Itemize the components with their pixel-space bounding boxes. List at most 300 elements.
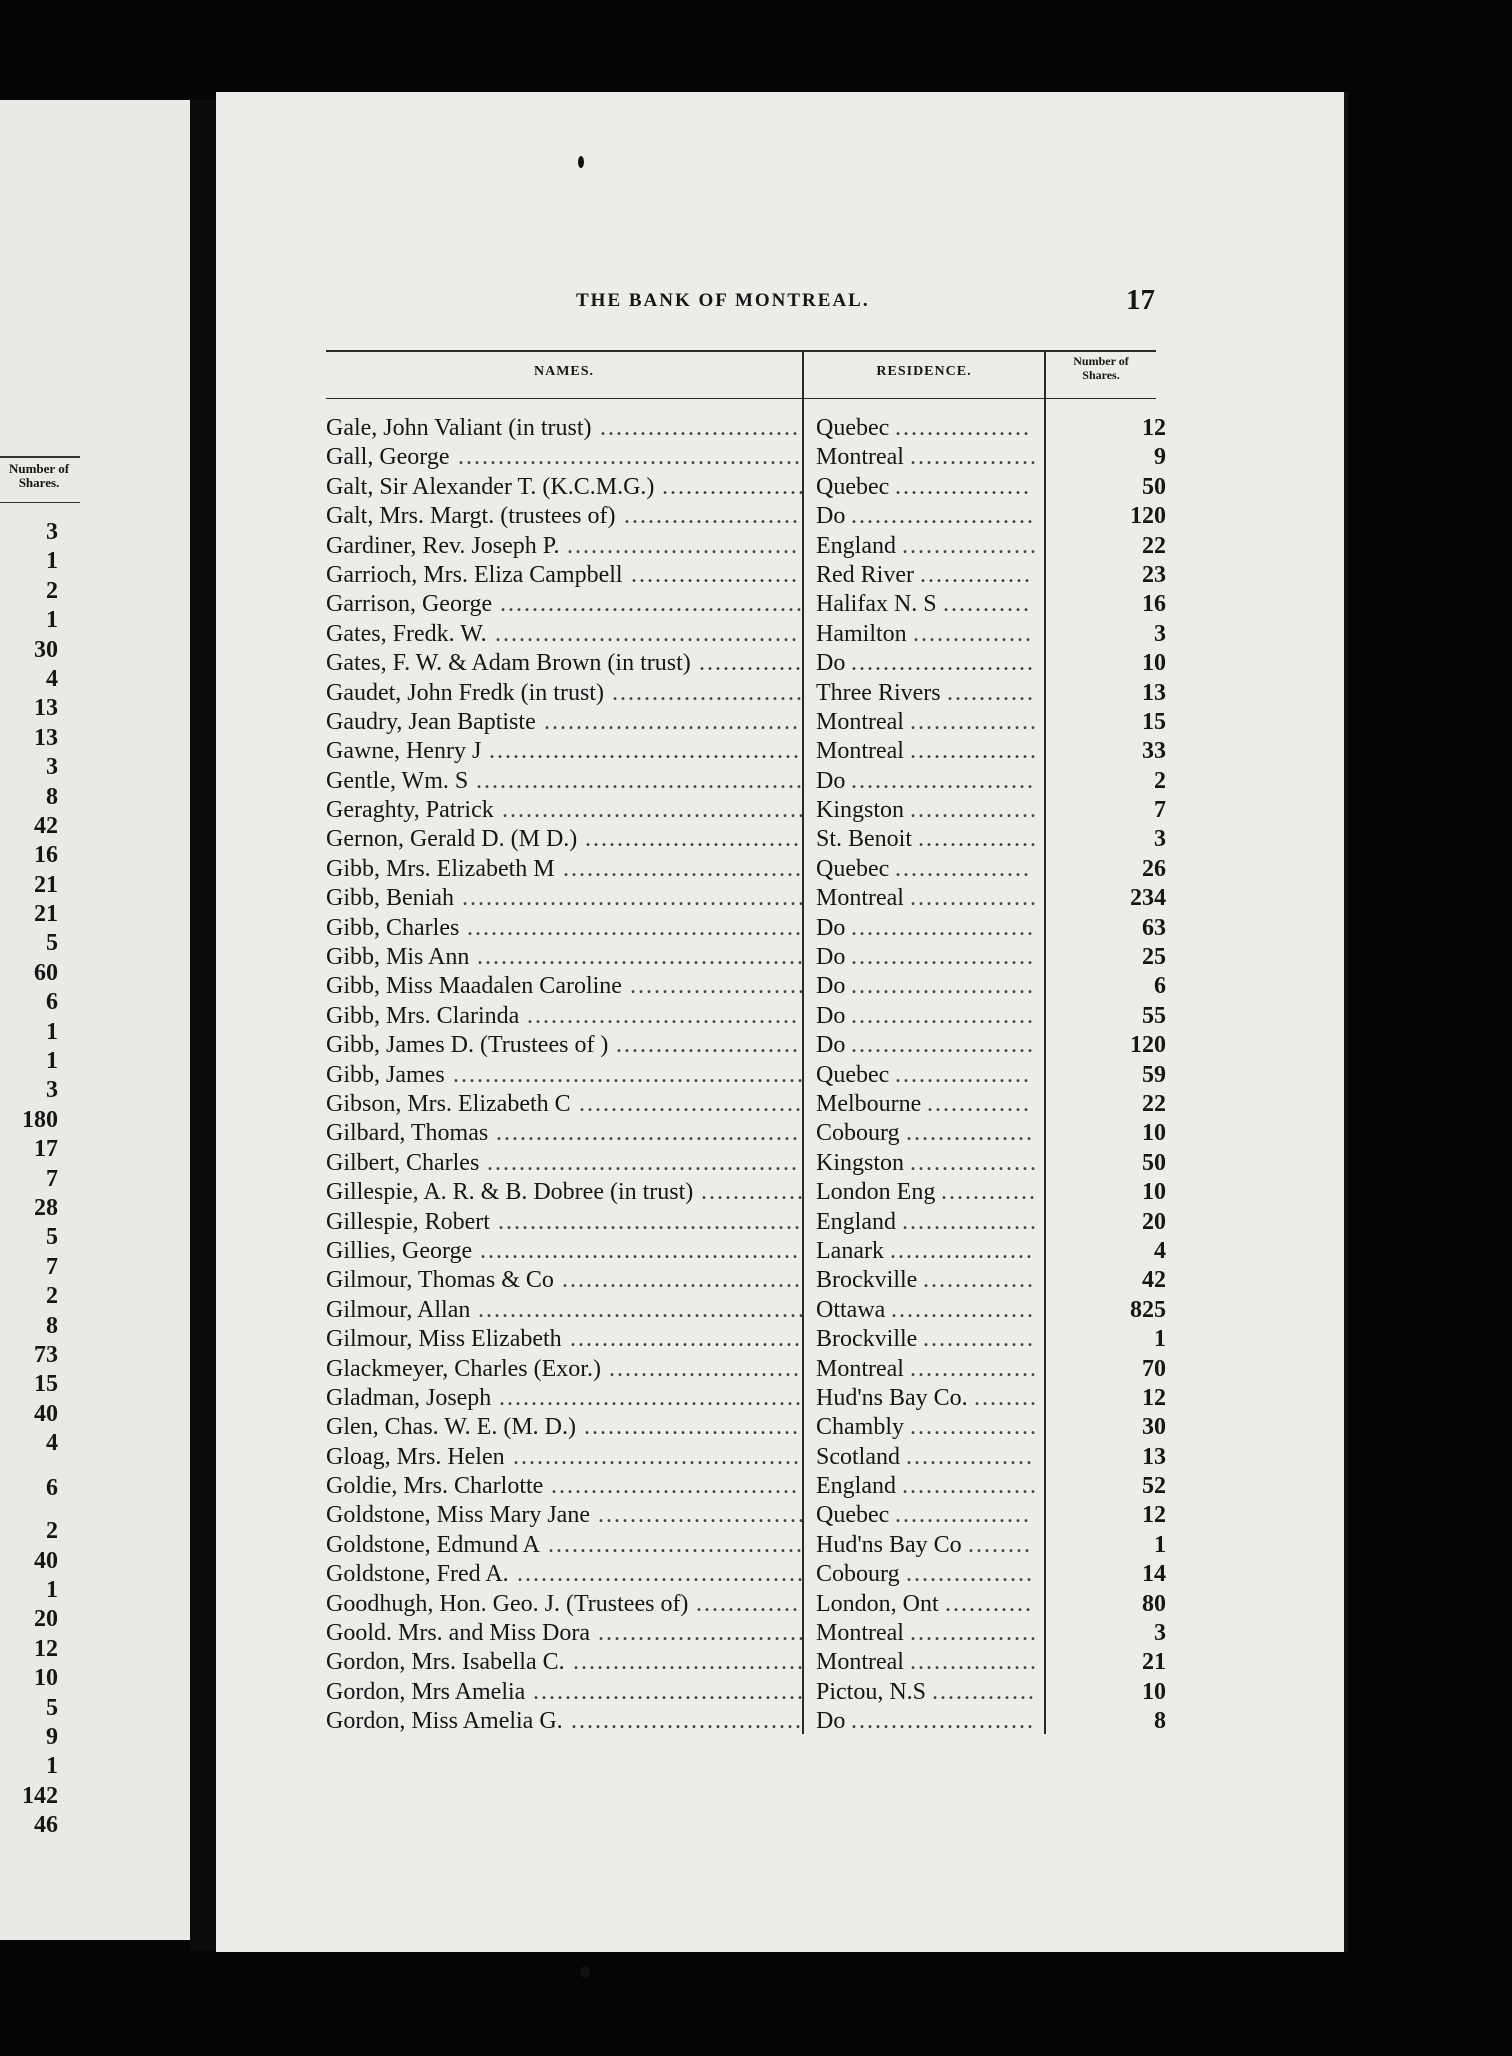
shareholder-name: Gall, George xyxy=(326,444,450,471)
previous-page-share-number: 1 xyxy=(46,607,58,634)
share-count: 55 xyxy=(1142,1002,1166,1029)
table-row xyxy=(326,1531,1174,1560)
share-count: 14 xyxy=(1142,1561,1166,1588)
shareholder-residence: England xyxy=(816,1208,896,1235)
ledger-page xyxy=(216,92,1348,1952)
table-row xyxy=(326,943,1174,972)
shareholder-name: Garrison, George xyxy=(326,591,493,618)
shareholder-name: Galt, Sir Alexander T. (K.C.M.G.) xyxy=(326,473,655,500)
table-row xyxy=(326,767,1174,796)
share-count: 825 xyxy=(1130,1296,1166,1323)
leader-dots: ................ xyxy=(910,797,1038,824)
shareholder-name: Gibb, Mrs. Elizabeth M xyxy=(326,855,555,882)
leader-dots: ....................................... xyxy=(489,738,801,765)
table-row xyxy=(326,1590,1174,1619)
shareholder-residence: Montreal xyxy=(816,1355,904,1382)
share-count: 22 xyxy=(1142,532,1166,559)
shareholder-name: Gawne, Henry J xyxy=(326,738,482,765)
table-row xyxy=(326,1061,1174,1090)
shareholder-residence: Do xyxy=(816,650,846,677)
leader-dots: ........................................ xyxy=(480,1237,800,1264)
ink-speck xyxy=(578,156,584,168)
running-head: THE BANK OF MONTREAL. xyxy=(576,290,870,311)
share-count: 10 xyxy=(1142,1120,1166,1147)
previous-page-share-number: 5 xyxy=(46,1224,58,1251)
share-count: 2 xyxy=(1154,767,1166,794)
previous-page-share-number: 12 xyxy=(34,1635,58,1662)
shareholder-residence: Quebec xyxy=(816,415,890,441)
shareholder-name: Gibb, Miss Maadalen Caroline xyxy=(326,973,622,1000)
previous-page-share-number: 180 xyxy=(22,1106,58,1133)
leader-dots: .......................... xyxy=(598,1502,806,1529)
leader-dots: ............................. xyxy=(571,1708,803,1735)
leader-dots: ......................................... xyxy=(478,1296,806,1323)
previous-page-share-number: 13 xyxy=(34,724,58,751)
table-row xyxy=(326,1090,1174,1119)
leader-dots: ................ xyxy=(910,1355,1038,1382)
share-count: 21 xyxy=(1142,1649,1166,1676)
leader-dots: ......................................... xyxy=(476,767,804,794)
leader-dots: ........................................... xyxy=(462,885,806,912)
shareholder-name: Gibson, Mrs. Elizabeth C xyxy=(326,1090,571,1117)
shareholder-residence: England xyxy=(816,1473,896,1500)
table-row xyxy=(326,1266,1174,1295)
previous-page-share-number: 1 xyxy=(46,1018,58,1045)
previous-page-rule xyxy=(0,502,80,503)
shareholder-residence: Ottawa xyxy=(816,1296,886,1323)
leader-dots: ................. xyxy=(895,1061,1031,1088)
shareholder-name: Gibb, Mrs. Clarinda xyxy=(326,1002,520,1029)
leader-dots: ................. xyxy=(902,532,1038,559)
shareholder-name: Garrioch, Mrs. Eliza Campbell xyxy=(326,561,623,588)
previous-page-share-number: 6 xyxy=(46,989,58,1016)
shareholder-residence: Montreal xyxy=(816,708,904,735)
leader-dots: ..................... xyxy=(631,561,799,588)
share-count: 70 xyxy=(1142,1355,1166,1382)
leader-dots: ................. xyxy=(895,473,1031,500)
shareholder-residence: Halifax N. S xyxy=(816,591,937,618)
share-count: 33 xyxy=(1142,738,1166,765)
shareholder-name: Goldstone, Edmund A xyxy=(326,1531,540,1558)
previous-page-share-number: 60 xyxy=(34,959,58,986)
table-row xyxy=(326,1149,1174,1178)
share-count: 10 xyxy=(1142,650,1166,677)
leader-dots: .............................. xyxy=(562,1267,802,1294)
leader-dots: ................ xyxy=(906,1443,1034,1470)
table-top-rule xyxy=(326,350,1156,352)
previous-page-share-numbers xyxy=(0,518,58,1841)
previous-page-share-number: 1 xyxy=(46,1577,58,1604)
shareholder-residence: Brockville xyxy=(816,1326,918,1353)
shareholder-name: Gibb, James xyxy=(326,1061,445,1088)
share-count: 3 xyxy=(1154,1620,1166,1647)
shareholder-residence: Scotland xyxy=(816,1443,900,1470)
share-count: 9 xyxy=(1154,444,1166,471)
shareholder-name: Gloag, Mrs. Helen xyxy=(326,1443,505,1470)
shareholder-residence: Quebec xyxy=(816,1061,890,1088)
leader-dots: ........................... xyxy=(584,1414,800,1441)
table-row xyxy=(326,679,1174,708)
shareholder-name: Gaudry, Jean Baptiste xyxy=(326,708,536,735)
leader-dots: ....................... xyxy=(851,1002,1035,1029)
table-row xyxy=(326,796,1174,825)
shareholder-residence: Quebec xyxy=(816,855,890,882)
leader-dots: ........... xyxy=(943,591,1031,618)
previous-page-share-number: 20 xyxy=(34,1606,58,1633)
previous-page-share-number: 30 xyxy=(34,636,58,663)
share-count: 63 xyxy=(1142,914,1166,941)
table-row xyxy=(326,1648,1174,1677)
table-row xyxy=(326,473,1174,502)
ink-speck xyxy=(580,1966,590,1978)
shareholder-residence: Kingston xyxy=(816,1149,905,1176)
table-row xyxy=(326,620,1174,649)
leader-dots: ................. xyxy=(895,1502,1031,1529)
shareholder-residence: Kingston xyxy=(816,797,905,824)
previous-page-share-number: 28 xyxy=(34,1194,58,1221)
leader-dots: ............................... xyxy=(551,1473,799,1500)
shareholder-name: Gordon, Mrs. Isabella C. xyxy=(326,1649,565,1676)
share-count: 7 xyxy=(1154,797,1166,824)
table-row xyxy=(326,414,1174,443)
previous-page-share-number: 3 xyxy=(46,754,58,781)
shareholder-residence: Chambly xyxy=(816,1414,904,1441)
leader-dots: ........... xyxy=(947,679,1035,706)
share-count: 15 xyxy=(1142,708,1166,735)
previous-page-share-number: 8 xyxy=(46,1312,58,1339)
previous-page-share-number: 16 xyxy=(34,842,58,869)
leader-dots: .......................... xyxy=(598,1620,806,1647)
share-count: 20 xyxy=(1142,1208,1166,1235)
previous-page-share-number: 7 xyxy=(46,1253,58,1280)
shareholder-name: Gibb, Mis Ann xyxy=(326,944,470,971)
leader-dots: ...................................... xyxy=(499,1384,803,1411)
previous-page-column-header xyxy=(0,462,78,490)
share-count: 25 xyxy=(1142,944,1166,971)
leader-dots: ................ xyxy=(910,1620,1038,1647)
shareholder-name: Goldstone, Fred A. xyxy=(326,1561,509,1588)
previous-page-share-number: 7 xyxy=(46,1165,58,1192)
shareholder-name: Gillespie, A. R. & B. Dobree (in trust) xyxy=(326,1179,694,1206)
share-count: 12 xyxy=(1142,415,1166,441)
table-row xyxy=(326,1707,1174,1736)
share-count: 120 xyxy=(1130,503,1166,530)
shareholder-residence: Do xyxy=(816,973,846,1000)
table-row xyxy=(326,1119,1174,1148)
shareholder-residence: Cobourg xyxy=(816,1561,900,1588)
leader-dots: ................ xyxy=(910,885,1038,912)
leader-dots: ...................... xyxy=(624,503,800,530)
share-count: 1 xyxy=(1154,1326,1166,1353)
leader-dots: ............. xyxy=(932,1678,1036,1705)
previous-page-share-number: 21 xyxy=(34,901,58,928)
table-row xyxy=(326,1619,1174,1648)
share-count: 234 xyxy=(1130,885,1166,912)
previous-page-share-number: 13 xyxy=(34,695,58,722)
share-count: 1 xyxy=(1154,1531,1166,1558)
shareholder-residence: Hud'ns Bay Co. xyxy=(816,1384,968,1411)
leader-dots: ............. xyxy=(699,650,803,677)
previous-page-share-number: 1 xyxy=(46,548,58,575)
leader-dots: .................. xyxy=(662,473,806,500)
shareholder-residence: Red River xyxy=(816,561,914,588)
previous-page-share-number: 40 xyxy=(34,1400,58,1427)
shareholder-residence: Do xyxy=(816,1708,846,1735)
previous-page-share-number: 3 xyxy=(46,1077,58,1104)
share-count: 12 xyxy=(1142,1502,1166,1529)
shareholder-name: Goldie, Mrs. Charlotte xyxy=(326,1473,544,1500)
previous-page-share-number: 5 xyxy=(46,930,58,957)
leader-dots: ................. xyxy=(902,1208,1038,1235)
table-row xyxy=(326,1355,1174,1384)
shareholder-name: Gillies, George xyxy=(326,1237,473,1264)
shareholder-name: Gates, Fredk. W. xyxy=(326,620,487,647)
leader-dots: ....................... xyxy=(851,973,1035,1000)
leader-dots: ...................................... xyxy=(500,591,804,618)
table-row xyxy=(326,502,1174,531)
table-row xyxy=(326,1208,1174,1237)
shareholder-name: Gale, John Valiant (in trust) xyxy=(326,415,592,441)
shareholder-name: Gibb, Beniah xyxy=(326,885,454,912)
shareholder-residence: Do xyxy=(816,767,846,794)
table-row xyxy=(326,737,1174,766)
previous-page-header-line1: Number of xyxy=(8,461,70,476)
shareholder-residence: Hamilton xyxy=(816,620,907,647)
table-row xyxy=(326,1296,1174,1325)
leader-dots: ....................... xyxy=(851,1032,1035,1059)
table-row xyxy=(326,914,1174,943)
leader-dots: ............ xyxy=(941,1179,1037,1206)
shareholder-residence: Do xyxy=(816,944,846,971)
shareholder-name: Gilbard, Thomas xyxy=(326,1120,489,1147)
shareholder-name: Gilbert, Charles xyxy=(326,1149,480,1176)
leader-dots: ......................................... xyxy=(477,944,805,971)
leader-dots: ........................ xyxy=(609,1355,801,1382)
shareholder-residence: London Eng xyxy=(816,1179,936,1206)
leader-dots: ............................ xyxy=(579,1090,803,1117)
previous-page-share-number: 15 xyxy=(34,1371,58,1398)
previous-page-share-number: 1 xyxy=(46,1753,58,1780)
shareholder-name: Gates, F. W. & Adam Brown (in trust) xyxy=(326,650,691,677)
previous-page-share-number: 10 xyxy=(34,1665,58,1692)
shareholder-residence: Do xyxy=(816,1002,846,1029)
book-gutter xyxy=(190,100,216,1950)
previous-page-share-number: 21 xyxy=(34,871,58,898)
leader-dots: ............. xyxy=(701,1179,805,1206)
previous-page-share-number: 8 xyxy=(46,783,58,810)
previous-page-share-number: 6 xyxy=(46,1474,58,1501)
shareholder-name: Gaudet, John Fredk (in trust) xyxy=(326,679,604,706)
shares-header-line1: Number of xyxy=(1073,354,1129,368)
leader-dots: .............. xyxy=(923,1267,1035,1294)
leader-dots: ............................. xyxy=(567,532,799,559)
table-row xyxy=(326,561,1174,590)
shareholder-name: Gilmour, Miss Elizabeth xyxy=(326,1326,562,1353)
table-row xyxy=(326,1384,1174,1413)
leader-dots: ................. xyxy=(895,855,1031,882)
shareholder-name: Goold. Mrs. and Miss Dora xyxy=(326,1620,590,1647)
table-row xyxy=(326,1031,1174,1060)
table-row xyxy=(326,1002,1174,1031)
share-count: 3 xyxy=(1154,826,1166,853)
table-row xyxy=(326,1178,1174,1207)
share-count: 30 xyxy=(1142,1414,1166,1441)
shareholder-table xyxy=(326,414,1174,1737)
shareholder-residence: Montreal xyxy=(816,444,904,471)
share-count: 42 xyxy=(1142,1267,1166,1294)
leader-dots: ............... xyxy=(918,826,1038,853)
leader-dots: ....................... xyxy=(851,767,1035,794)
shareholder-name: Gardiner, Rev. Joseph P. xyxy=(326,532,560,559)
leader-dots: .............. xyxy=(920,561,1032,588)
leader-dots: ...................... xyxy=(630,973,806,1000)
previous-page-header-line2: Shares. xyxy=(18,475,60,490)
shareholder-residence: Do xyxy=(816,914,846,941)
leader-dots: .................................... xyxy=(513,1443,801,1470)
previous-page-share-number: 46 xyxy=(34,1812,58,1839)
leader-dots: ....................................... xyxy=(487,1149,799,1176)
previous-page-share-number: 4 xyxy=(46,665,58,692)
shareholder-name: Gilmour, Thomas & Co xyxy=(326,1267,554,1294)
shareholder-name: Geraghty, Patrick xyxy=(326,797,494,824)
leader-dots: .................. xyxy=(891,1296,1035,1323)
table-row xyxy=(326,590,1174,619)
leader-dots: ................ xyxy=(910,1414,1038,1441)
leader-dots: ...................................... xyxy=(502,797,806,824)
shareholder-residence: Brockville xyxy=(816,1267,918,1294)
leader-dots: ........................... xyxy=(585,826,801,853)
shareholder-name: Galt, Mrs. Margt. (trustees of) xyxy=(326,503,616,530)
table-row xyxy=(326,855,1174,884)
previous-page-share-number: 9 xyxy=(46,1724,58,1751)
column-header-residence: RESIDENCE. xyxy=(876,364,972,379)
share-count: 13 xyxy=(1142,679,1166,706)
leader-dots: .................................... xyxy=(517,1561,805,1588)
share-count: 52 xyxy=(1142,1473,1166,1500)
shareholder-name: Gladman, Joseph xyxy=(326,1384,492,1411)
shareholder-residence: Pictou, N.S xyxy=(816,1678,927,1705)
share-count: 10 xyxy=(1142,1678,1166,1705)
leader-dots: ........ xyxy=(974,1384,1038,1411)
shareholder-name: Gillespie, Robert xyxy=(326,1208,490,1235)
share-count: 59 xyxy=(1142,1061,1166,1088)
shareholder-residence: Montreal xyxy=(816,1649,904,1676)
leader-dots: .................................. xyxy=(533,1678,805,1705)
shareholder-name: Gordon, Miss Amelia G. xyxy=(326,1708,563,1735)
leader-dots: ........................ xyxy=(612,679,804,706)
previous-page-rule xyxy=(0,456,80,458)
previous-page-share-number: 17 xyxy=(34,1136,58,1163)
previous-page-share-number: 2 xyxy=(46,1518,58,1545)
shareholder-name: Gilmour, Allan xyxy=(326,1296,471,1323)
leader-dots: ................ xyxy=(910,1149,1038,1176)
share-count: 6 xyxy=(1154,973,1166,1000)
leader-dots: ................. xyxy=(902,1473,1038,1500)
shareholder-name: Gibb, Charles xyxy=(326,914,460,941)
previous-page-share-number: 4 xyxy=(46,1430,58,1457)
leader-dots: ................ xyxy=(910,708,1038,735)
previous-page-share-number: 2 xyxy=(46,577,58,604)
leader-dots: ...................................... xyxy=(496,1120,800,1147)
leader-dots: ................................ xyxy=(544,708,800,735)
share-count: 80 xyxy=(1142,1590,1166,1617)
leader-dots: ............. xyxy=(927,1090,1031,1117)
shares-header-line2: Shares. xyxy=(1082,368,1120,382)
page-number: 17 xyxy=(1126,284,1155,316)
share-count: 23 xyxy=(1142,561,1166,588)
table-header-rule xyxy=(326,398,1156,399)
previous-page-share-number: 73 xyxy=(34,1341,58,1368)
shareholder-residence: Montreal xyxy=(816,738,904,765)
leader-dots: ........................................... xyxy=(458,444,802,471)
table-row xyxy=(326,1501,1174,1530)
leader-dots: ....................... xyxy=(851,503,1035,530)
share-count: 3 xyxy=(1154,620,1166,647)
leader-dots: ............... xyxy=(913,620,1033,647)
leader-dots: ................ xyxy=(906,1120,1034,1147)
leader-dots: ....................... xyxy=(851,650,1035,677)
leader-dots: ....................... xyxy=(616,1032,800,1059)
share-count: 26 xyxy=(1142,855,1166,882)
share-count: 120 xyxy=(1130,1032,1166,1059)
leader-dots: ................ xyxy=(910,738,1038,765)
table-row xyxy=(326,1678,1174,1707)
shareholder-name: Goldstone, Miss Mary Jane xyxy=(326,1502,590,1529)
share-count: 4 xyxy=(1154,1237,1166,1264)
share-count: 13 xyxy=(1142,1443,1166,1470)
previous-page-strip xyxy=(0,100,190,1940)
table-row xyxy=(326,1237,1174,1266)
leader-dots: ....................... xyxy=(851,1708,1035,1735)
leader-dots: .......................................... xyxy=(467,914,803,941)
table-row xyxy=(326,884,1174,913)
shareholder-residence: Quebec xyxy=(816,473,890,500)
previous-page-share-number: 142 xyxy=(22,1782,58,1809)
table-row xyxy=(326,825,1174,854)
leader-dots: ................. xyxy=(895,415,1031,441)
shareholder-residence: St. Benoit xyxy=(816,826,913,853)
shareholder-residence: Melbourne xyxy=(816,1090,922,1117)
leader-dots: ................ xyxy=(906,1561,1034,1588)
previous-page-share-number: 2 xyxy=(46,1283,58,1310)
shareholder-residence: Three Rivers xyxy=(816,679,941,706)
shareholder-residence: Hud'ns Bay Co xyxy=(816,1531,962,1558)
column-header-shares xyxy=(1046,354,1156,382)
leader-dots: .................................. xyxy=(527,1002,799,1029)
share-count: 8 xyxy=(1154,1708,1166,1735)
shareholder-name: Glackmeyer, Charles (Exor.) xyxy=(326,1355,601,1382)
shareholder-name: Glen, Chas. W. E. (M. D.) xyxy=(326,1414,576,1441)
shareholder-name: Gibb, James D. (Trustees of ) xyxy=(326,1032,609,1059)
leader-dots: .................. xyxy=(890,1237,1034,1264)
share-count: 12 xyxy=(1142,1384,1166,1411)
table-row xyxy=(326,1413,1174,1442)
shareholder-residence: Quebec xyxy=(816,1502,890,1529)
share-count: 22 xyxy=(1142,1090,1166,1117)
previous-page-share-number: 5 xyxy=(46,1694,58,1721)
table-row xyxy=(326,1560,1174,1589)
leader-dots: ...................................... xyxy=(495,620,799,647)
leader-dots: ............. xyxy=(696,1590,800,1617)
leader-dots: ............................. xyxy=(573,1649,805,1676)
shareholder-name: Goodhugh, Hon. Geo. J. (Trustees of) xyxy=(326,1590,689,1617)
leader-dots: ....................... xyxy=(851,944,1035,971)
leader-dots: ....................... xyxy=(851,914,1035,941)
table-row xyxy=(326,972,1174,1001)
share-count: 10 xyxy=(1142,1179,1166,1206)
table-row xyxy=(326,708,1174,737)
previous-page-share-number: 40 xyxy=(34,1547,58,1574)
